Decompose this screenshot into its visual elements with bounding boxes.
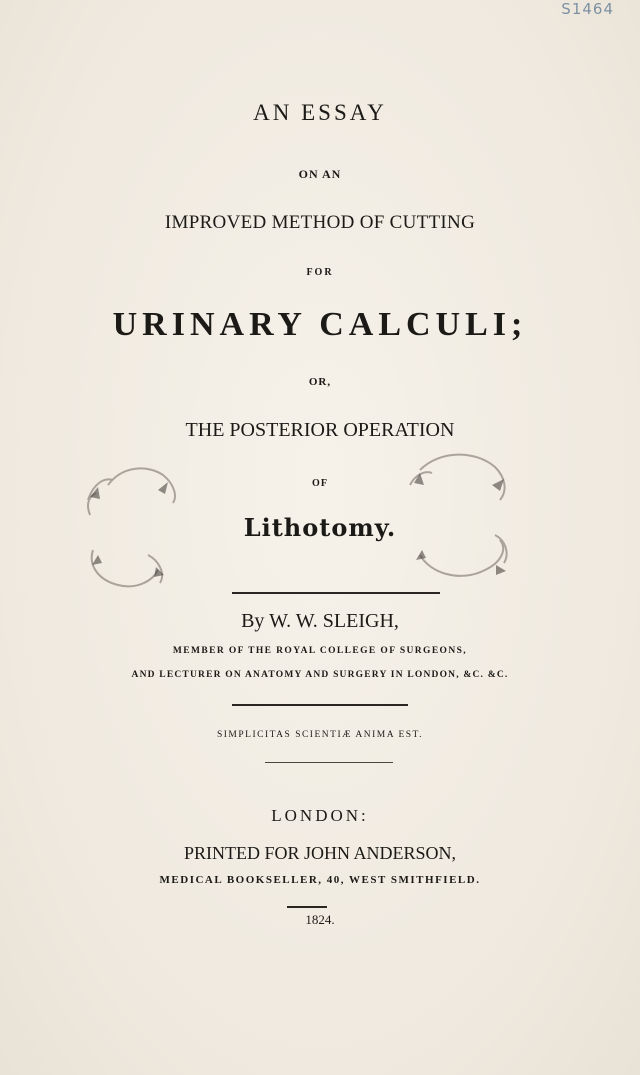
right-flourish-ornament — [400, 445, 520, 595]
epigraph-motto: SIMPLICITAS SCIENTIÆ ANIMA EST. — [216, 730, 424, 740]
rule-above-year — [287, 906, 327, 908]
title-line-lithotomy: Lithotomy. — [243, 513, 397, 542]
rule-below-motto — [265, 762, 393, 763]
rule-above-motto — [232, 704, 408, 706]
title-line-improved-method: IMPROVED METHOD OF CUTTING — [164, 212, 476, 233]
imprint-printer: PRINTED FOR JOHN ANDERSON, — [183, 843, 457, 863]
author-name: W. W. SLEIGH, — [269, 610, 399, 632]
title-line-essay: AN ESSAY — [253, 100, 387, 125]
author-name-line — [0, 610, 640, 633]
imprint-year: 1824. — [305, 912, 335, 927]
author-credential-lecturer: AND LECTURER ON ANATOMY AND SURGERY IN LONDON, &C. &C. — [131, 670, 509, 680]
title-line-on-an: ON AN — [298, 167, 342, 181]
author-credential-member: MEMBER OF THE ROYAL COLLEGE OF SURGEONS, — [172, 646, 468, 656]
imprint-city: LONDON: — [271, 806, 369, 825]
title-line-or: OR, — [308, 376, 332, 388]
library-shelfmark-stamp: S1464 — [561, 0, 614, 18]
title-line-posterior-operation: THE POSTERIOR OPERATION — [185, 419, 455, 441]
imprint-address: MEDICAL BOOKSELLER, 40, WEST SMITHFIELD. — [159, 874, 481, 886]
left-flourish-ornament — [78, 455, 188, 605]
title-line-urinary-calculi: URINARY CALCULI; — [112, 306, 528, 343]
title-line-for: FOR — [306, 267, 334, 278]
author-by-label: By — [241, 610, 265, 632]
title-line-of: OF — [312, 478, 328, 489]
rule-above-author — [232, 592, 440, 594]
